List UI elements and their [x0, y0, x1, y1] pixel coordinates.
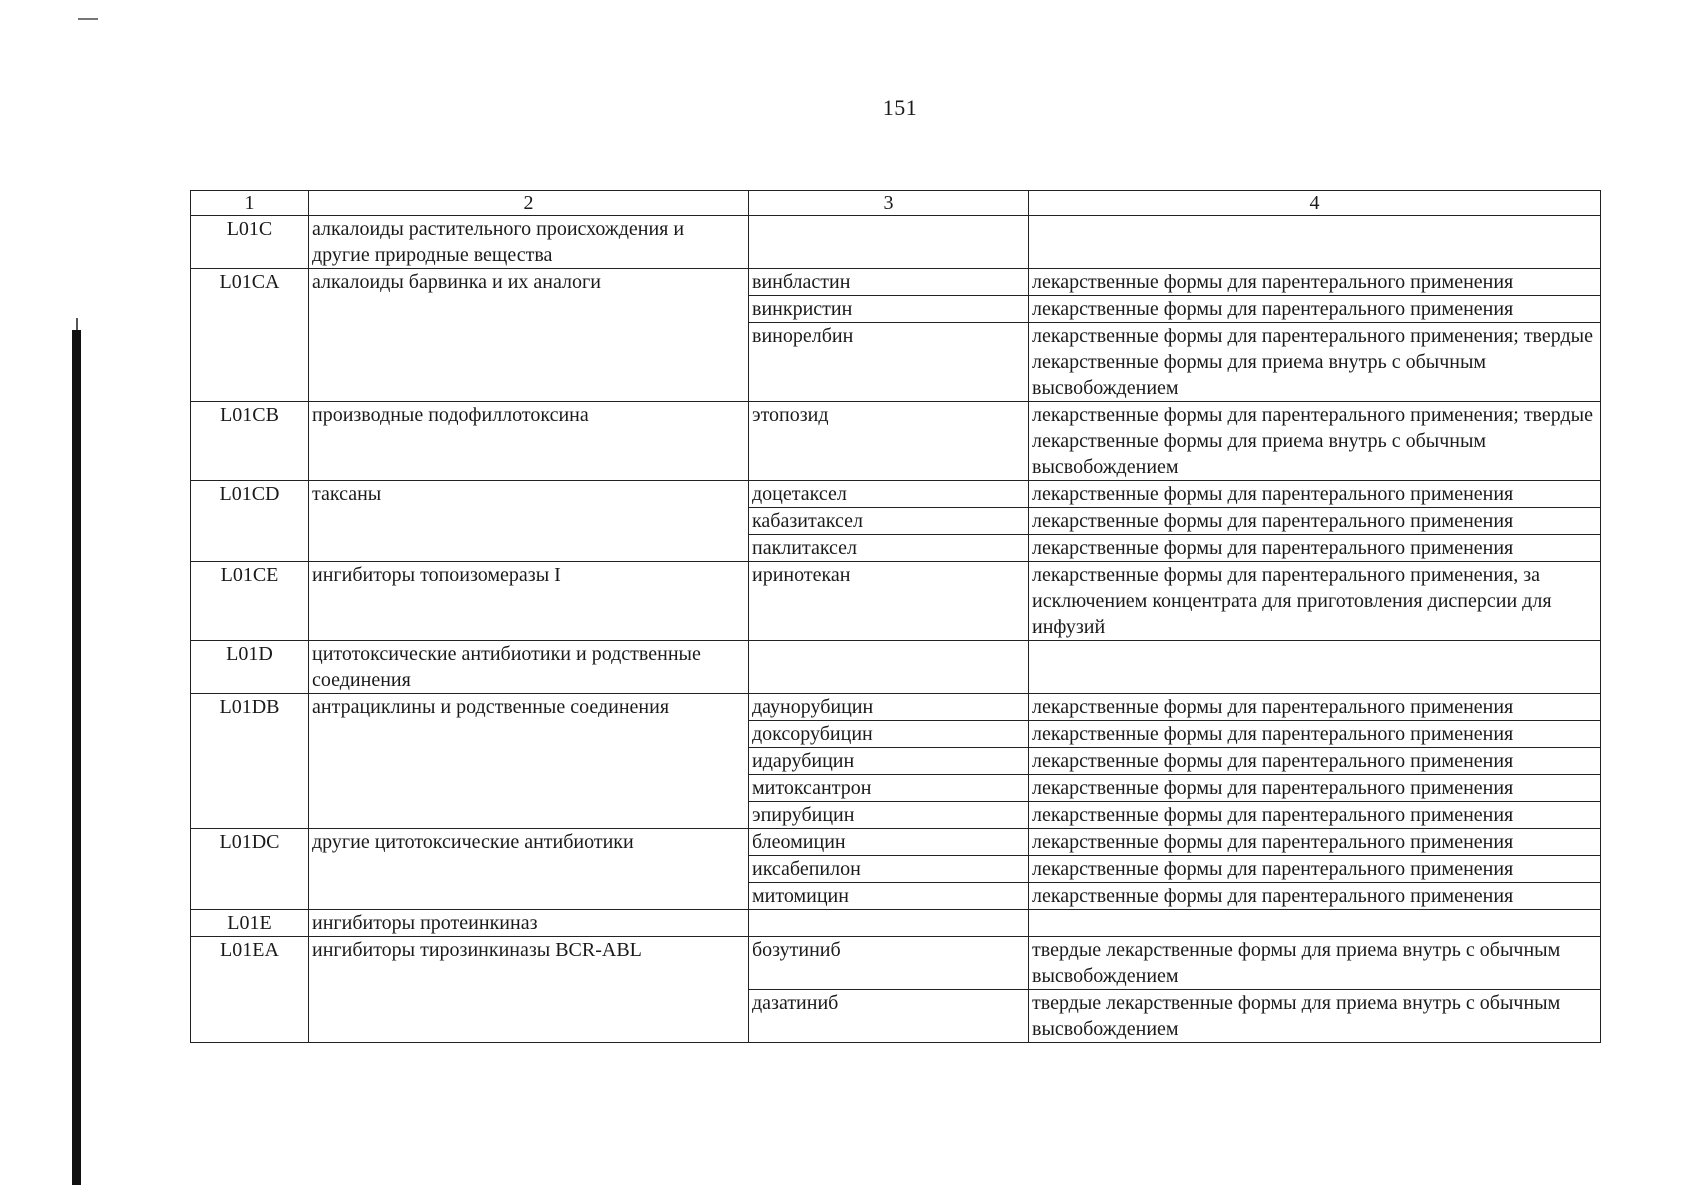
- dosage-form-cell: лекарственные формы для парентерального применения: [1029, 269, 1601, 296]
- atc-code-cell: L01C: [191, 216, 309, 269]
- group-name-cell: антрациклины и родственные соединения: [309, 694, 749, 829]
- atc-code-cell: L01DB: [191, 694, 309, 829]
- dosage-form-cell: лекарственные формы для парентерального применения: [1029, 775, 1601, 802]
- table-header-row: [191, 191, 1601, 216]
- dosage-form-cell: лекарственные формы для парентерального применения; твердые лекарственные формы для приема внутрь с обычным высвобождением: [1029, 323, 1601, 402]
- dosage-form-cell: лекарственные формы для парентерального применения: [1029, 829, 1601, 856]
- drug-name-cell: винкристин: [749, 296, 1029, 323]
- drug-name-cell: митоксантрон: [749, 775, 1029, 802]
- group-name-cell: таксаны: [309, 481, 749, 562]
- dosage-form-cell: лекарственные формы для парентерального применения: [1029, 802, 1601, 829]
- atc-code-cell: L01E: [191, 910, 309, 937]
- table-row: [191, 937, 1601, 990]
- drug-name-cell: иксабепилон: [749, 856, 1029, 883]
- atc-code-cell: L01D: [191, 641, 309, 694]
- table-row: [191, 216, 1601, 269]
- group-name-cell: алкалоиды растительного происхождения и другие природные вещества: [309, 216, 749, 269]
- drug-name-cell: иринотекан: [749, 562, 1029, 641]
- atc-code-cell: L01CB: [191, 402, 309, 481]
- dosage-form-cell: твердые лекарственные формы для приема внутрь с обычным высвобождением: [1029, 990, 1601, 1043]
- table-row: [191, 402, 1601, 481]
- dosage-form-cell: твердые лекарственные формы для приема внутрь с обычным высвобождением: [1029, 937, 1601, 990]
- header-col-4: 4: [1029, 191, 1601, 216]
- drug-name-cell: бозутиниб: [749, 937, 1029, 990]
- dosage-form-cell: лекарственные формы для парентерального применения; твердые лекарственные формы для приема внутрь с обычным высвобождением: [1029, 402, 1601, 481]
- drug-name-cell: доксорубицин: [749, 721, 1029, 748]
- table-row: [191, 694, 1601, 721]
- dosage-form-cell: лекарственные формы для парентерального применения: [1029, 748, 1601, 775]
- drug-name-cell: блеомицин: [749, 829, 1029, 856]
- drug-table: [190, 190, 1601, 1043]
- table-row: [191, 269, 1601, 296]
- drug-name-cell: дазатиниб: [749, 990, 1029, 1043]
- group-name-cell: ингибиторы тирозинкиназы BCR-ABL: [309, 937, 749, 1043]
- dosage-form-cell: лекарственные формы для парентерального применения, за исключением концентрата для приготовления дисперсии для инфузий: [1029, 562, 1601, 641]
- header-col-2: 2: [309, 191, 749, 216]
- dosage-form-cell: [1029, 641, 1601, 694]
- page-number: 151: [882, 95, 918, 120]
- dosage-form-cell: лекарственные формы для парентерального применения: [1029, 481, 1601, 508]
- dosage-form-cell: лекарственные формы для парентерального применения: [1029, 721, 1601, 748]
- atc-code-cell: L01CE: [191, 562, 309, 641]
- dosage-form-cell: лекарственные формы для парентерального применения: [1029, 856, 1601, 883]
- table-row: [191, 641, 1601, 694]
- drug-name-cell: винорелбин: [749, 323, 1029, 402]
- header-col-1: 1: [191, 191, 309, 216]
- dosage-form-cell: лекарственные формы для парентерального применения: [1029, 694, 1601, 721]
- group-name-cell: цитотоксические антибиотики и родственные соединения: [309, 641, 749, 694]
- drug-name-cell: [749, 641, 1029, 694]
- scan-artifact-tick: [78, 18, 98, 20]
- dosage-form-cell: лекарственные формы для парентерального применения: [1029, 883, 1601, 910]
- table-row: [191, 910, 1601, 937]
- header-col-3: 3: [749, 191, 1029, 216]
- drug-name-cell: [749, 216, 1029, 269]
- atc-code-cell: L01CD: [191, 481, 309, 562]
- table-row: [191, 829, 1601, 856]
- table-row: [191, 562, 1601, 641]
- dosage-form-cell: [1029, 216, 1601, 269]
- drug-name-cell: этопозид: [749, 402, 1029, 481]
- dosage-form-cell: лекарственные формы для парентерального применения: [1029, 535, 1601, 562]
- drug-name-cell: эпирубицин: [749, 802, 1029, 829]
- drug-name-cell: паклитаксел: [749, 535, 1029, 562]
- group-name-cell: другие цитотоксические антибиотики: [309, 829, 749, 910]
- drug-name-cell: [749, 910, 1029, 937]
- group-name-cell: алкалоиды барвинка и их аналоги: [309, 269, 749, 402]
- dosage-form-cell: лекарственные формы для парентерального применения: [1029, 296, 1601, 323]
- table-row: [191, 481, 1601, 508]
- atc-code-cell: L01EA: [191, 937, 309, 1043]
- table-container: [190, 190, 1600, 1043]
- group-name-cell: производные подофиллотоксина: [309, 402, 749, 481]
- table-body: [191, 191, 1601, 1043]
- drug-name-cell: доцетаксел: [749, 481, 1029, 508]
- drug-name-cell: идарубицин: [749, 748, 1029, 775]
- atc-code-cell: L01CA: [191, 269, 309, 402]
- dosage-form-cell: лекарственные формы для парентерального применения: [1029, 508, 1601, 535]
- group-name-cell: ингибиторы протеинкиназ: [309, 910, 749, 937]
- scan-artifact-bar: [72, 330, 81, 1185]
- drug-name-cell: винбластин: [749, 269, 1029, 296]
- atc-code-cell: L01DC: [191, 829, 309, 910]
- drug-name-cell: даунорубицин: [749, 694, 1029, 721]
- dosage-form-cell: [1029, 910, 1601, 937]
- drug-name-cell: митомицин: [749, 883, 1029, 910]
- drug-name-cell: кабазитаксел: [749, 508, 1029, 535]
- group-name-cell: ингибиторы топоизомеразы I: [309, 562, 749, 641]
